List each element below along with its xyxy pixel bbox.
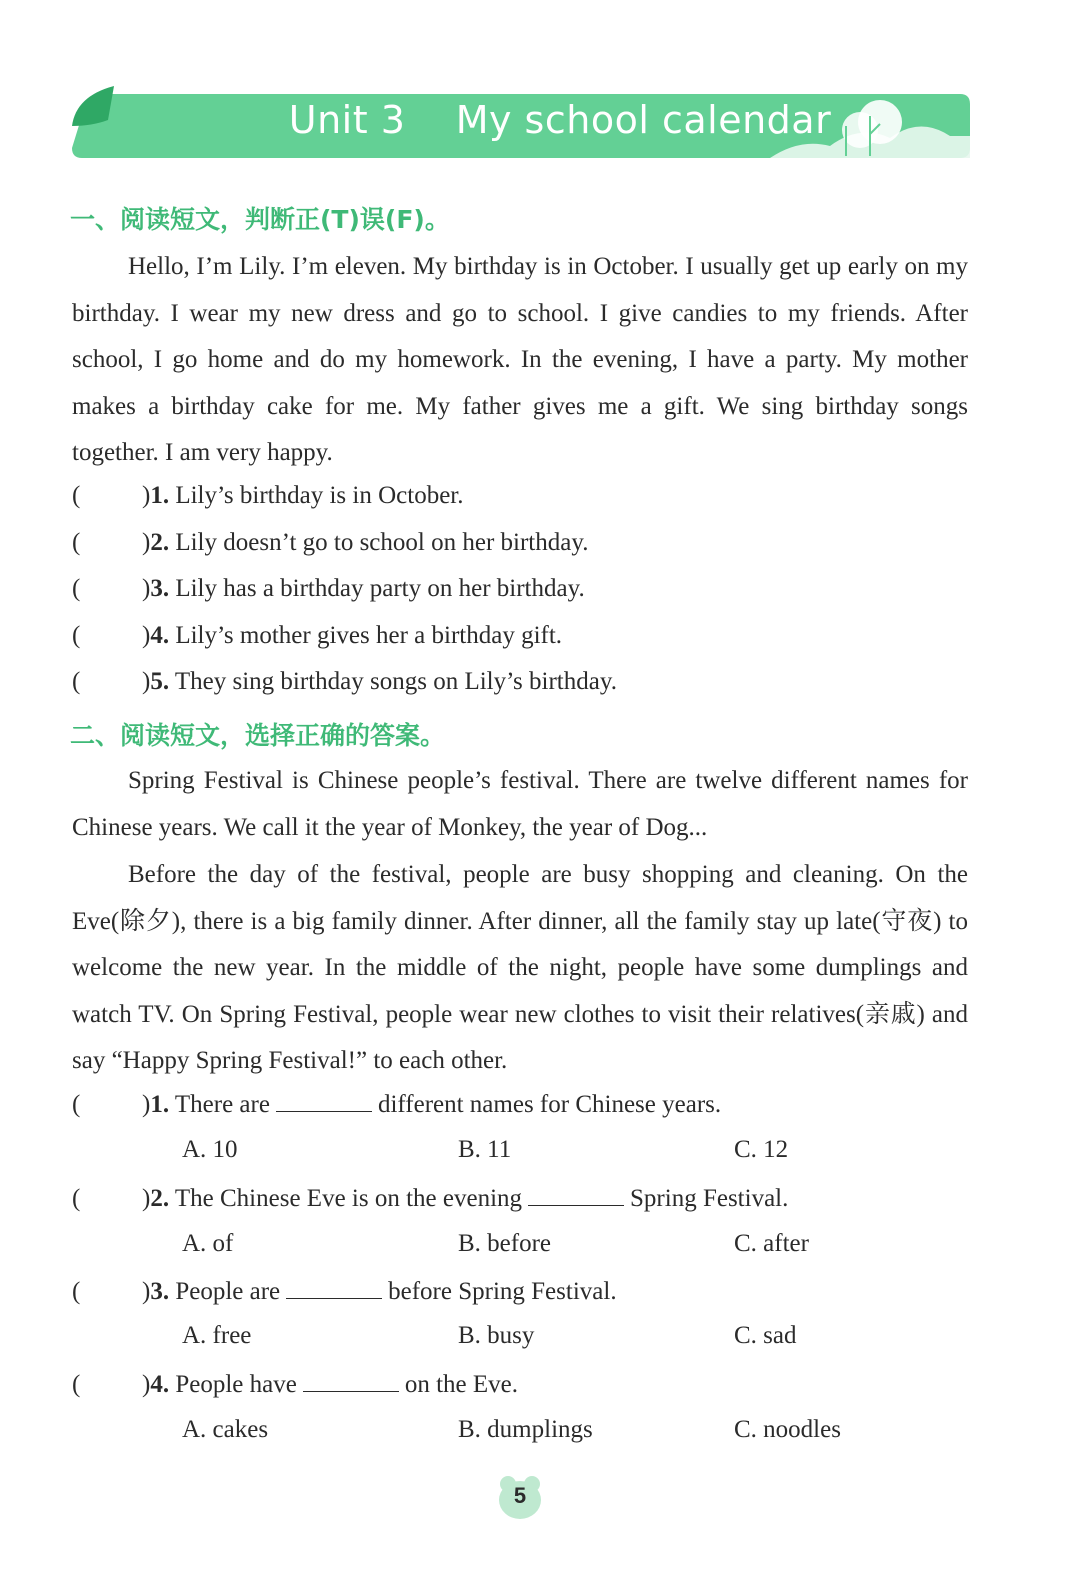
answer-paren-open: (: [72, 668, 81, 695]
question-text: different names for Chinese years.: [377, 1091, 722, 1118]
question-number: 1.: [150, 482, 170, 509]
answer-paren-close: ): [142, 1278, 151, 1305]
question-text: before Spring Festival.: [388, 1278, 617, 1305]
answer-blank[interactable]: [286, 1276, 382, 1299]
section-1-paragraph: Hello, I’m Lily. I’m eleven. My birthday is in October. I usually get up early on my birthday. I wear my new dress and go to school. I give candies to my friends. After school, I go home and do my homework. In the evening, I have a party. My mother makes a birthday cake for me. My father gives me a gift. We sing birthday songs together. I am very happy.: [72, 253, 968, 466]
answer-paren-close: ): [142, 668, 151, 695]
question-text: Lily’s mother gives her a birthday gift.: [175, 622, 563, 649]
question-text: Lily’s birthday is in October.: [175, 482, 464, 509]
question-number: 3.: [150, 575, 170, 602]
s1-question-1[interactable]: [72, 482, 464, 510]
option-b[interactable]: B. busy: [458, 1322, 535, 1349]
answer-paren-close: ): [142, 1371, 151, 1398]
s1-question-5[interactable]: [72, 668, 617, 696]
answer-paren-open: (: [72, 622, 81, 649]
question-text: Lily has a birthday party on her birthday.: [175, 575, 585, 602]
answer-blank[interactable]: [528, 1183, 624, 1206]
question-number: 2.: [150, 529, 170, 556]
question-text: Spring Festival.: [630, 1185, 789, 1212]
answer-paren-close: ): [142, 575, 151, 602]
answer-paren-open: (: [72, 482, 81, 509]
option-c[interactable]: C. 12: [734, 1136, 789, 1163]
question-text: People are: [175, 1278, 281, 1305]
question-text: People have: [175, 1371, 297, 1398]
s2-question-3[interactable]: [72, 1276, 617, 1306]
answer-paren-close: ): [142, 482, 151, 509]
question-text: Lily doesn’t go to school on her birthday.: [175, 529, 589, 556]
s2-question-1[interactable]: [72, 1089, 721, 1119]
option-a[interactable]: A. cakes: [182, 1416, 269, 1443]
question-number: 3.: [150, 1278, 170, 1305]
answer-paren-open: (: [72, 1371, 81, 1398]
question-number: 2.: [150, 1185, 170, 1212]
question-text: on the Eve.: [404, 1371, 518, 1398]
option-b[interactable]: B. dumplings: [458, 1416, 593, 1443]
answer-paren-open: (: [72, 1185, 81, 1212]
option-c[interactable]: C. after: [734, 1230, 809, 1257]
answer-blank[interactable]: [303, 1369, 399, 1392]
answer-paren-close: ): [142, 1091, 151, 1118]
option-a[interactable]: A. 10: [182, 1136, 238, 1163]
answer-paren-open: (: [72, 529, 81, 556]
question-text: There are: [174, 1091, 270, 1118]
question-number: 4.: [150, 622, 170, 649]
answer-paren-open: (: [72, 1278, 81, 1305]
s1-question-2[interactable]: [72, 529, 588, 557]
unit-title: Unit 3 My school calendar: [288, 98, 832, 142]
question-text: The Chinese Eve is on the evening: [174, 1185, 523, 1212]
option-a[interactable]: A. free: [182, 1322, 252, 1349]
section-1-title: 一、阅读短文，判断正(T)误(F)。: [70, 205, 450, 234]
section-2-paragraph-2: Before the day of the festival, people are busy shopping and cleaning. On the Eve(除夕), there is a big family dinner. After dinner, all the family stay up late(守夜) to welcome the new year. In the middle of the night, people have some dumplings and watch TV. On Spring Festival, people wear new clothes to visit their relatives(亲戚) and say “Happy Spring Festival!” to each other.: [72, 861, 968, 1074]
option-c[interactable]: C. noodles: [734, 1416, 841, 1443]
option-b[interactable]: B. before: [458, 1230, 552, 1257]
answer-blank[interactable]: [276, 1089, 372, 1112]
answer-paren-close: ): [142, 622, 151, 649]
answer-paren-open: (: [72, 1091, 81, 1118]
question-number: 5.: [150, 668, 170, 695]
question-text: They sing birthday songs on Lily’s birthday.: [174, 668, 617, 695]
option-a[interactable]: A. of: [182, 1230, 234, 1257]
section-2-title: 二、阅读短文，选择正确的答案。: [70, 721, 446, 750]
question-number: 4.: [150, 1371, 170, 1398]
s2-question-2[interactable]: [72, 1183, 788, 1213]
option-b[interactable]: B. 11: [458, 1136, 512, 1163]
page-number: 5: [513, 1483, 527, 1508]
option-c[interactable]: C. sad: [734, 1322, 797, 1349]
page-number-badge: [496, 1474, 544, 1520]
answer-paren-open: (: [72, 575, 81, 602]
answer-paren-close: ): [142, 529, 151, 556]
s2-question-4[interactable]: [72, 1369, 518, 1399]
section-2-paragraph-1: Spring Festival is Chinese people’s festival. There are twelve different names for Chinese years. We call it the year of Monkey, the year of Dog...: [72, 767, 968, 841]
s1-question-4[interactable]: [72, 622, 562, 650]
answer-paren-close: ): [142, 1185, 151, 1212]
s1-question-3[interactable]: [72, 575, 585, 603]
unit-banner: [70, 86, 970, 160]
question-number: 1.: [150, 1091, 170, 1118]
